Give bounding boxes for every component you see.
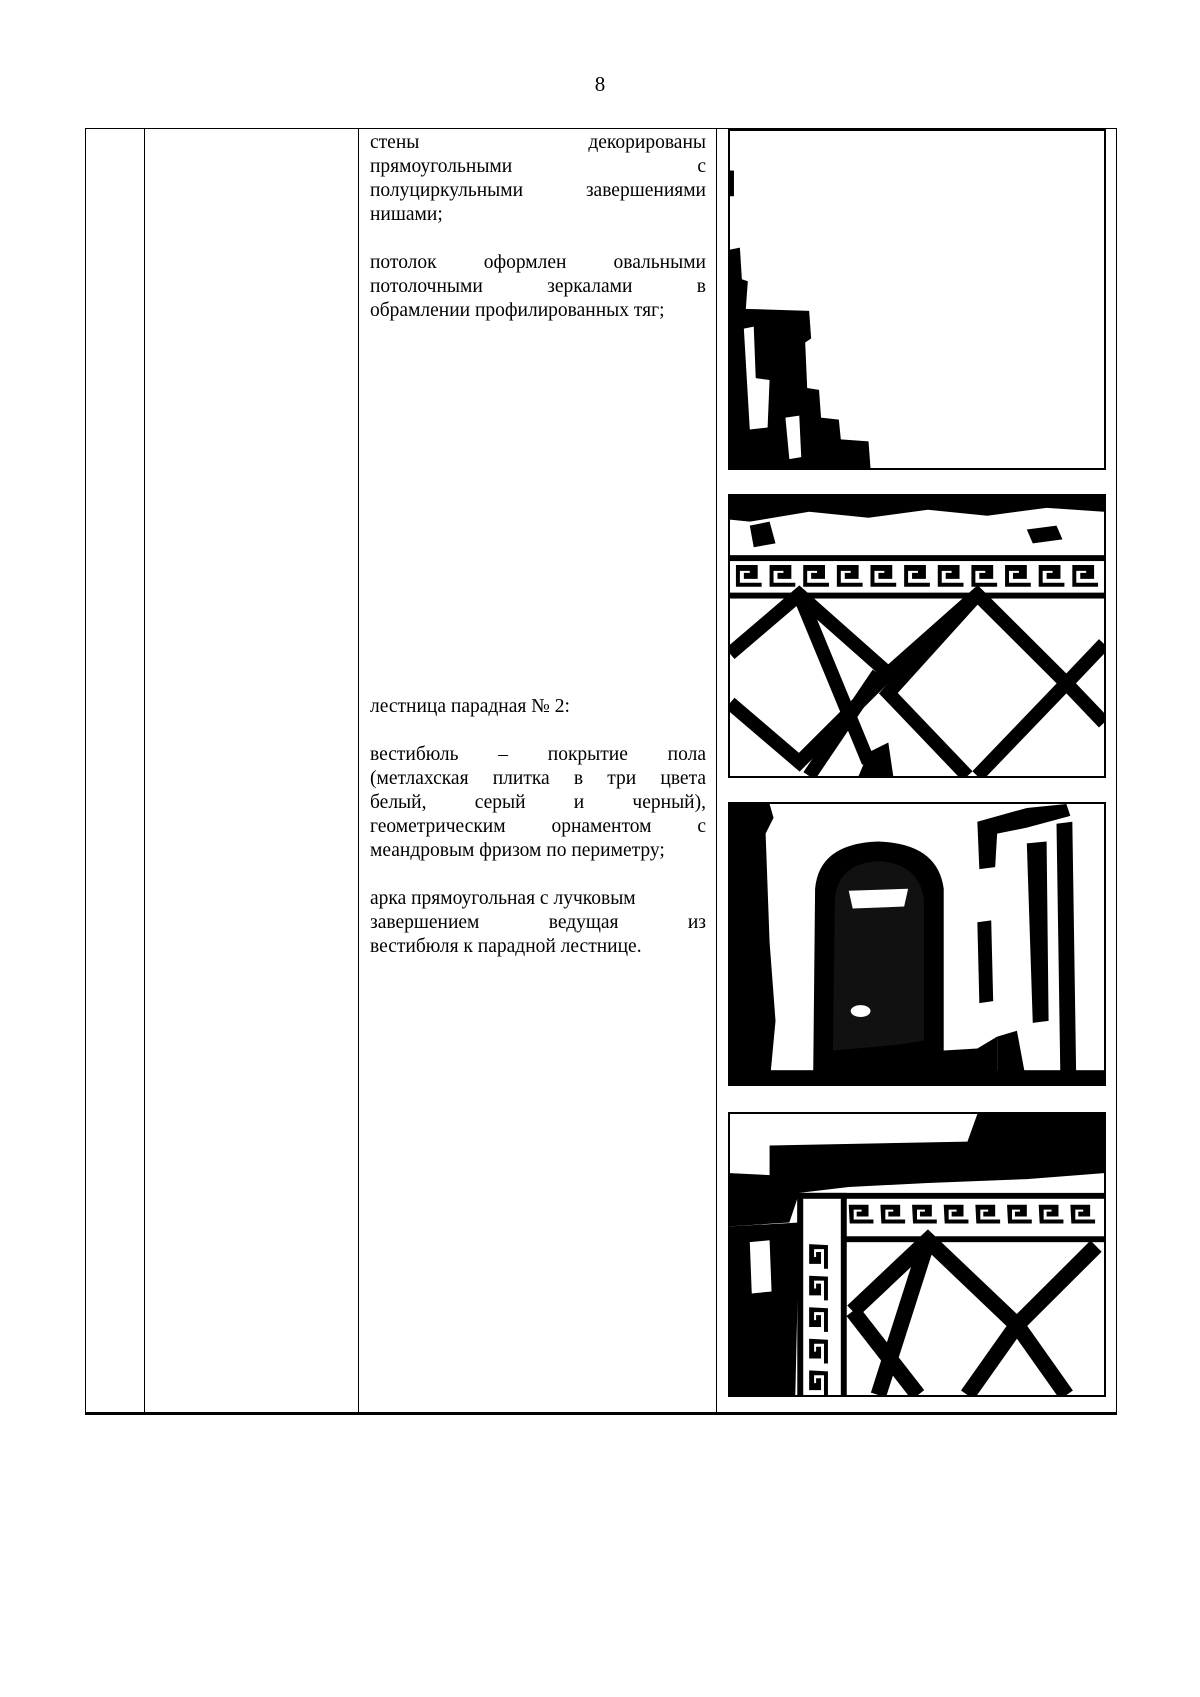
text-line: меандровым фризом по периметру; [370, 840, 665, 861]
text-line: стены декорированы [370, 132, 706, 153]
interior-wall-niche-photo [728, 129, 1106, 470]
meander-frieze-corner-photo [728, 1112, 1106, 1397]
column-divider [716, 129, 717, 1412]
text-line: потолочными зеркалами в [370, 276, 706, 297]
text-line: обрамлении профилированных тяг; [370, 300, 665, 321]
text-line: белый, серый и черный), [370, 792, 706, 813]
text-line: вестибюль – покрытие пола [370, 744, 706, 765]
page-number: 8 [594, 72, 606, 96]
text-line: потолок оформлен овальными [370, 252, 706, 273]
description-table [85, 128, 1117, 1415]
column-divider [144, 129, 145, 1412]
arch-paragraph [370, 887, 706, 959]
column-divider [358, 129, 359, 1412]
text-line: геометрическим орнаментом с [370, 816, 706, 837]
text-line: нишами; [370, 204, 443, 225]
vestibule-paragraph [370, 743, 706, 863]
text-line: полуциркульными завершениями [370, 180, 706, 201]
text-line: арка прямоугольная с лучковым [370, 888, 636, 909]
meander-floor-photo [728, 494, 1106, 778]
staircase-heading [370, 695, 706, 719]
description-text [370, 131, 706, 959]
text-line: прямоугольными с [370, 156, 706, 177]
text-line: завершением ведущая из [370, 912, 706, 933]
text-line: вестибюля к парадной лестнице. [370, 936, 642, 957]
text-line: лестница парадная № 2: [370, 696, 570, 717]
walls-paragraph [370, 131, 706, 227]
ceiling-paragraph [370, 251, 706, 323]
text-line: (метлахская плитка в три цвета [370, 768, 706, 789]
arched-doorway-photo [728, 802, 1106, 1086]
